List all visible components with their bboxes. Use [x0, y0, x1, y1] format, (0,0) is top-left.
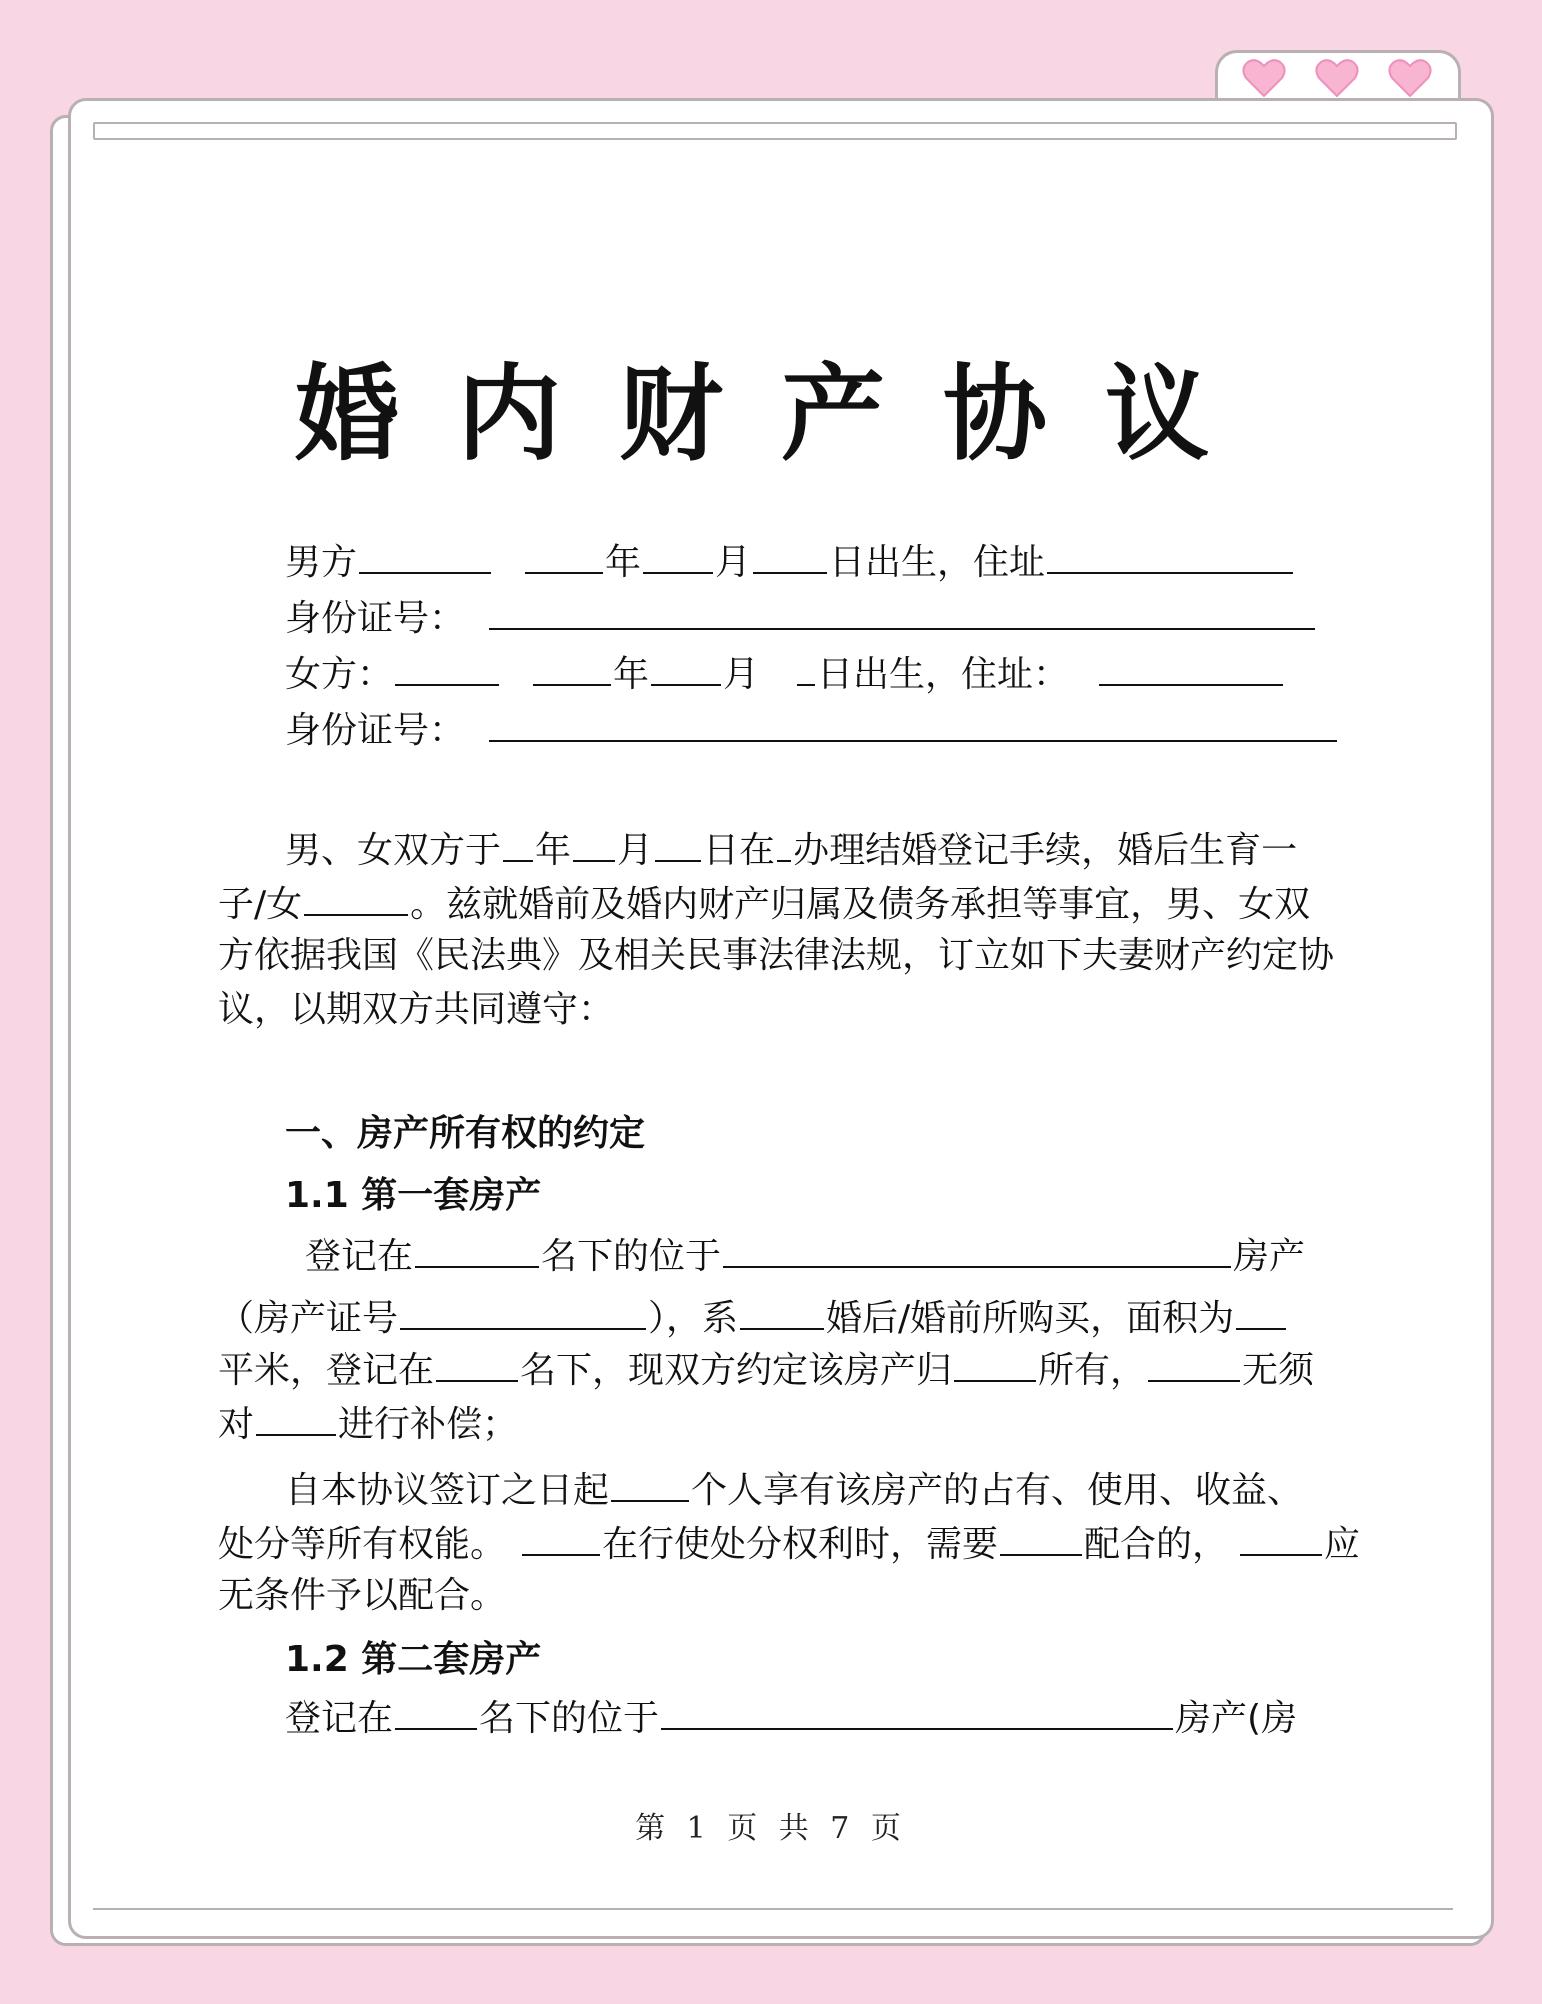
- male-id-line: 身份证号：: [285, 588, 1317, 647]
- property1-line-2: （房产证号 ），系 婚后/婚前所购买，面积为: [218, 1288, 1288, 1347]
- property1-rights-line-1: 自本协议签订之日起 个人享有该房产的占有、使用、收益、: [285, 1460, 1303, 1519]
- subsection-1-1: 1.1 第一套房产: [285, 1175, 542, 1216]
- property2-line-1: 登记在 名下的位于 房产(房: [285, 1688, 1297, 1747]
- section-heading: 一、房产所有权的约定: [285, 1113, 646, 1154]
- document-title: 婚内财产协议: [294, 353, 1267, 475]
- female-id-line: 身份证号：: [285, 700, 1339, 759]
- preamble-line-2: 子/女 。兹就婚前及婚内财产归属及债务承担等事宜，男、女双: [218, 874, 1310, 933]
- subsection-1-2: 1.2 第二套房产: [285, 1639, 542, 1680]
- preamble-line-4: 议，以期双方共同遵守：: [218, 989, 615, 1030]
- male-info-line: 男方 年 月 日出生，住址: [285, 532, 1295, 591]
- property1-line-4: 对 进行补偿；: [218, 1394, 518, 1453]
- property1-line-3: 平米，登记在 名下，现双方约定该房产归 所有， 无须: [218, 1340, 1314, 1399]
- property1-line-1: 登记在 名下的位于 房产: [305, 1226, 1305, 1285]
- preamble-line-1: 男、女双方于 年 月 日在 办理结婚登记手续，婚后生育一: [285, 820, 1297, 879]
- preamble-line-3: 方依据我国《民法典》及相关民事法律法规，订立如下夫妻财产约定协: [218, 935, 1335, 976]
- female-info-line: 女方： 年 月 日出生，住址：: [285, 644, 1285, 703]
- property1-rights-line-3: 无条件予以配合。: [218, 1575, 507, 1616]
- property1-rights-line-2: 处分等所有权能。 在行使处分权利时，需要 配合的， 应: [218, 1514, 1360, 1573]
- page-footer: 第 1 页 共 7 页: [635, 1811, 907, 1846]
